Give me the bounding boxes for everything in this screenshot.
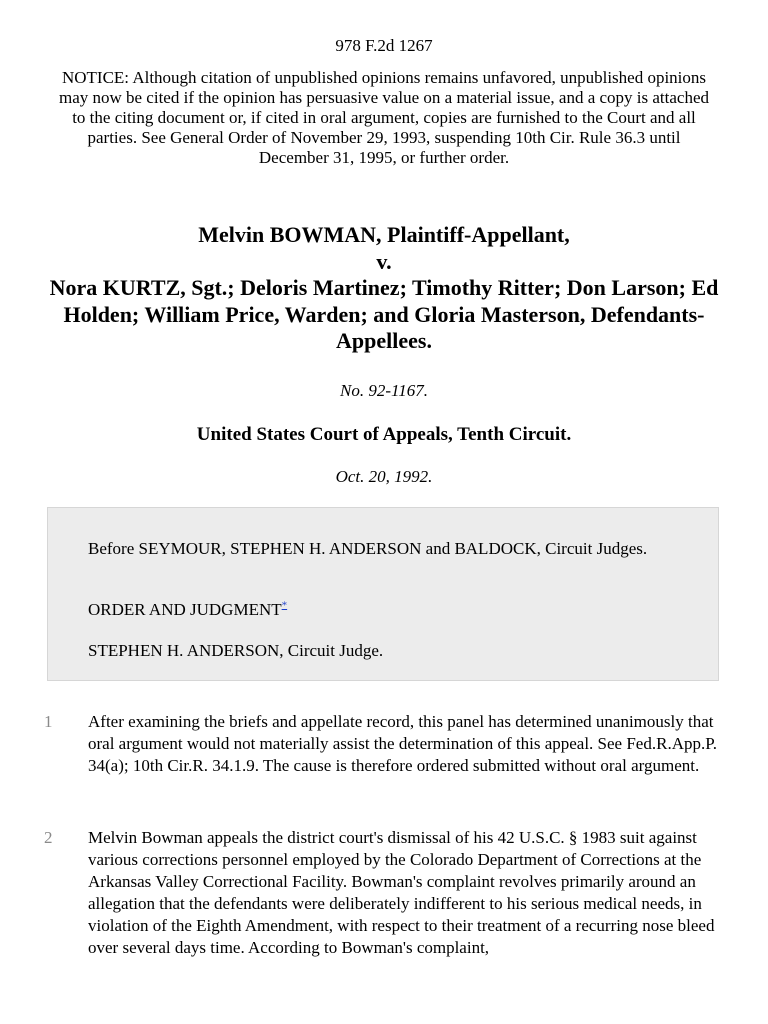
paragraph-number: 2 — [44, 828, 53, 847]
panel-judges: Before SEYMOUR, STEPHEN H. ANDERSON and BALDOCK, Circuit Judges. — [88, 539, 648, 558]
paragraph-text: After examining the briefs and appellate record, this panel has determined unanimously that oral argument would not materially assist the determination of this appeal. See Fed.R.App.P. 34(a); 10th Cir.R. 34.1.9. The cause is therefore ordered submitted without oral argument. — [88, 712, 718, 775]
decision-date: Oct. 20, 1992. — [335, 467, 433, 486]
versus-line: v. — [376, 248, 392, 274]
order-title: ORDER AND JUDGMENT — [88, 600, 282, 619]
footnote-link[interactable]: * — [281, 599, 288, 612]
case-caption — [40, 222, 728, 355]
order-heading — [88, 600, 688, 620]
plaintiff-line: Melvin BOWMAN, Plaintiff-Appellant, — [198, 222, 570, 247]
unpublished-notice: NOTICE: Although citation of unpublished opinions remains unfavored, unpublished opinions may now be cited if the opinion has persuasive value on a material issue, and a copy is attached to the citing document or, if cited in oral argument, copies are furnished to the Court and all parties. See General Order of November 29, 1993, suspending 10th Cir. Rule 36.3 until December 31, 1995, or further order. — [58, 68, 710, 167]
case-citation: 978 F.2d 1267 — [335, 36, 433, 55]
defendants-line: Nora KURTZ, Sgt.; Deloris Martinez; Timothy Ritter; Don Larson; Ed Holden; William Price, Warden; and Gloria Masterson, Defendants-Appellees. — [49, 275, 719, 353]
court-name: United States Court of Appeals, Tenth Circuit. — [196, 424, 572, 445]
panel-box — [47, 507, 719, 681]
paragraph-text: Melvin Bowman appeals the district court's dismissal of his 42 U.S.C. § 1983 suit against various corrections personnel employed by the Colorado Department of Corrections at the Arkansas Valley Correctional Facility. Bowman's complaint revolves primarily around an allegation that the defendants were deliberately indifferent to his serious medical needs, in violation of the Eighth Amendment, with respect to their treatment of a recurring nose bleed over several days time. According to Bowman's complaint, — [88, 828, 715, 957]
paragraph-number: 1 — [44, 712, 53, 731]
authoring-judge: STEPHEN H. ANDERSON, Circuit Judge. — [88, 641, 384, 660]
docket-number: No. 92-1167. — [340, 381, 428, 400]
